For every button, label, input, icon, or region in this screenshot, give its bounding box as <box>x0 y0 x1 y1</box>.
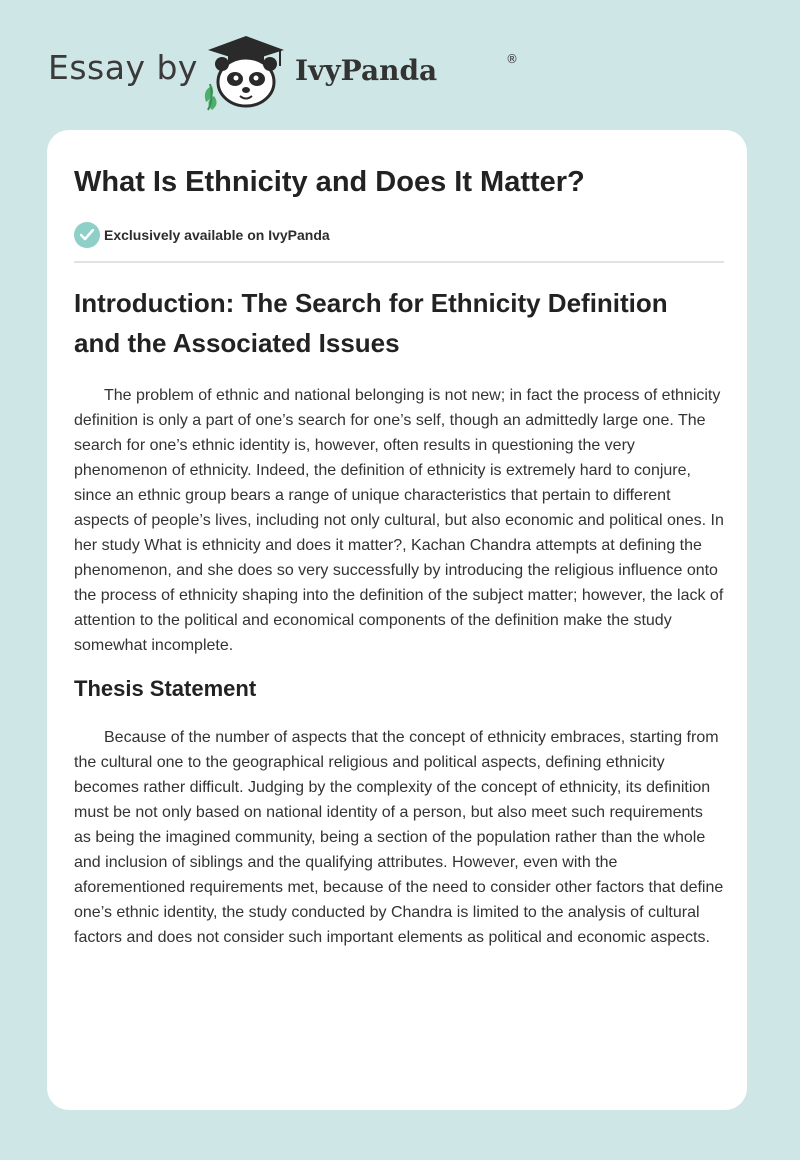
essay-by-label: Essay by <box>48 48 198 87</box>
site-header <box>48 30 748 114</box>
badge-label: Exclusively available on IvyPanda <box>104 227 330 243</box>
intro-heading: Introduction: The Search for Ethnicity Definition and the Associated Issues <box>74 288 668 358</box>
brand-name[interactable]: IvyPanda <box>295 54 438 87</box>
article-title: What Is Ethnicity and Does It Matter? <box>74 166 585 198</box>
thesis-paragraph: Because of the number of aspects that the concept of ethnicity embraces, starting from the cultural one to the geographical religious and political aspects, defining ethnicity becomes rather difficult. Judging by the complexity of the concept of ethnicity, its definition must be not only based on national identity of a person, but also meet such requirements as being the imagined community, being a section of the population rather than the whole and inclusion of siblings and the qualifying attributes. However, even with the aforementioned requirements met, because of the need to consider other factors that define one’s ethnic identity, the study conducted by Chandra is limited to the analysis of cultural factors and does not consider such important elements as political and economic aspects. <box>74 729 724 946</box>
registered-mark: ® <box>506 52 518 66</box>
panda-graduate-icon[interactable] <box>198 32 292 112</box>
thesis-heading: Thesis Statement <box>74 676 257 701</box>
intro-paragraph: The problem of ethnic and national belonging is not new; in fact the process of ethnicity definition is only a part of one’s search for one’s self, though an admittedly large one. The search for one’s ethnic identity is, however, often results in questioning the very phenomenon of ethnicity. Indeed, the definition of ethnicity is extremely hard to conjure, since an ethnic group bears a range of unique characteristics that pertain to different aspects of people’s lives, including not only cultural, but also economic and political ones. In her study What is ethnicity and does it matter?, Kachan Chandra attempts at defining the phenomenon, and she does so very successfully by introducing the religious influence onto the process of ethnicity shaping into the definition of the subject matter; however, the lack of attention to the political and economical components of the definition make the study somewhat incomplete. <box>74 387 724 654</box>
article-card <box>47 130 747 1110</box>
divider <box>74 261 724 263</box>
check-circle-icon <box>74 222 100 248</box>
